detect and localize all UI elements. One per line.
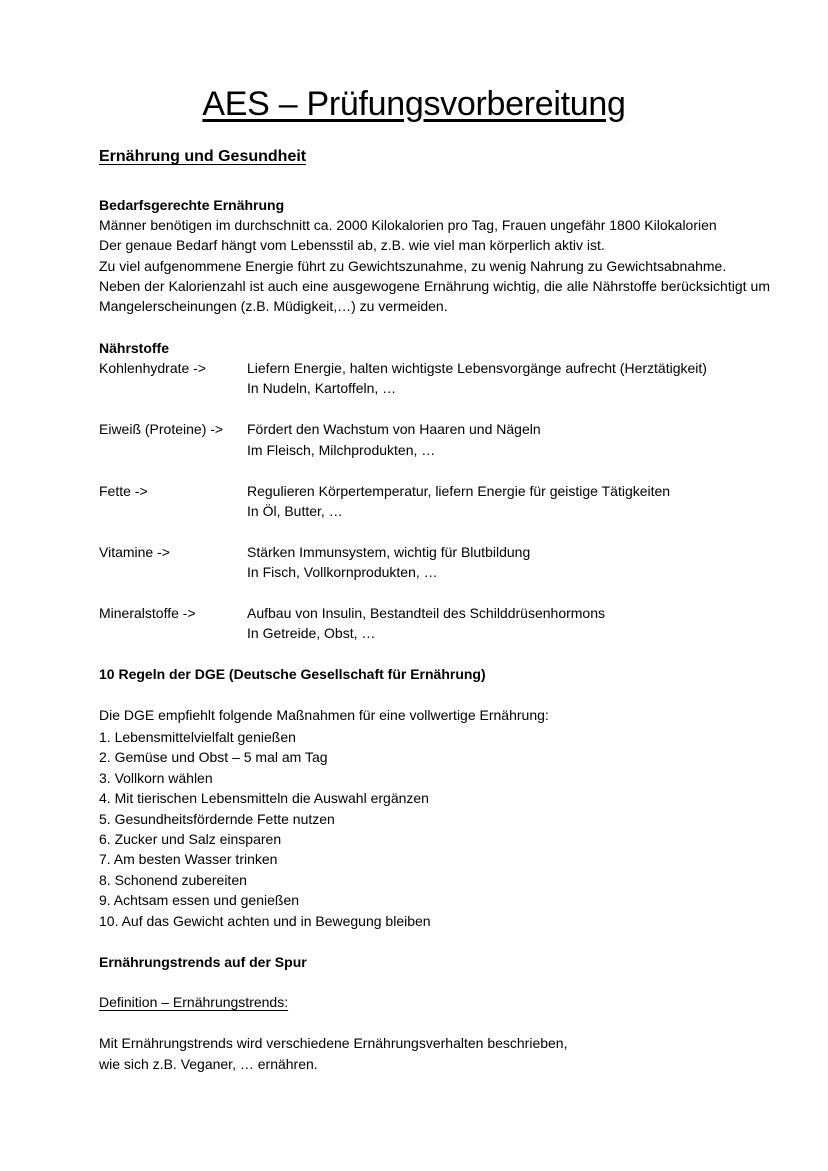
dge-rule: 6. Zucker und Salz einsparen — [99, 831, 282, 848]
naehrstoff-sources: Im Fleisch, Milchprodukten, … — [247, 442, 436, 458]
dge-rule: 1. Lebensmittelvielfalt genießen — [99, 729, 296, 745]
bedarf-line-3: Zu viel aufgenommene Energie führt zu Gewichtszunahme, zu wenig Nahrung zu Gewichtsabnahme. — [99, 258, 727, 274]
naehrstoff-function: Liefern Energie, halten wichtigste Lebensvorgänge aufrecht (Herztätigkeit) — [247, 360, 707, 376]
dge-heading: 10 Regeln der DGE (Deutsche Gesellschaft für Ernährung) — [99, 666, 486, 682]
trends-heading: Ernährungstrends auf der Spur — [99, 954, 307, 970]
naehrstoff-label: Mineralstoffe -> — [99, 605, 196, 621]
bedarf-line-1: Männer benötigen im durchschnitt ca. 2000 Kilokalorien pro Tag, Frauen ungefähr 1800 Kilokalorien — [99, 217, 717, 233]
dge-rule: 2. Gemüse und Obst – 5 mal am Tag — [99, 749, 328, 766]
naehrstoff-sources: In Fisch, Vollkornprodukten, … — [247, 564, 438, 580]
naehrstoff-function: Aufbau von Insulin, Bestandteil des Schilddrüsenhormons — [247, 605, 605, 621]
naehrstoff-sources: In Nudeln, Kartoffeln, … — [247, 380, 397, 396]
naehrstoff-label: Vitamine -> — [99, 544, 170, 560]
trends-line-2: wie sich z.B. Veganer, … ernähren. — [99, 1056, 318, 1072]
dge-rule: 10. Auf das Gewicht achten und in Bewegung bleiben — [99, 912, 431, 929]
bedarf-line-2: Der genaue Bedarf hängt vom Lebensstil ab, z.B. wie viel man körperlich aktiv ist. — [99, 237, 605, 253]
naehrstoff-label: Fette -> — [99, 483, 148, 499]
dge-rule: 8. Schonend zubereiten — [99, 871, 247, 888]
dge-rules-list — [99, 727, 431, 931]
trends-line-1: Mit Ernährungstrends wird verschiedene Ernährungsverhalten beschrieben, — [99, 1035, 568, 1051]
dge-rule: 9. Achtsam essen und genießen — [99, 892, 300, 909]
page-title: AES – Prüfungsvorbereitung — [202, 85, 626, 123]
dge-intro: Die DGE empfiehlt folgende Maßnahmen für eine vollwertige Ernährung: — [99, 707, 549, 723]
naehrstoff-sources: In Getreide, Obst, … — [247, 625, 376, 641]
section-heading: Ernährung und Gesundheit — [99, 148, 307, 165]
dge-rule: 4. Mit tierischen Lebensmitteln die Auswahl ergänzen — [99, 790, 429, 807]
dge-rule: 5. Gesundheitsfördernde Fette nutzen — [99, 810, 335, 827]
naehrstoff-label: Kohlenhydrate -> — [99, 360, 207, 376]
naehrstoff-function: Regulieren Körpertemperatur, liefern Energie für geistige Tätigkeiten — [247, 483, 671, 499]
naehrstoffe-heading: Nährstoffe — [99, 340, 170, 356]
naehrstoff-function: Stärken Immunsystem, wichtig für Blutbildung — [247, 544, 531, 560]
bedarf-heading: Bedarfsgerechte Ernährung — [99, 197, 285, 213]
naehrstoff-label: Eiweiß (Proteine) -> — [99, 421, 224, 437]
bedarf-paragraph: Neben der Kalorienzahl ist auch eine ausgewogene Ernährung wichtig, die alle Nährstoffe berücksichtigt um Mangelerscheinungen (z.B. Müdigkeit,…) zu vermeiden. — [99, 278, 770, 315]
trends-definition-heading: Definition – Ernährungstrends: — [99, 994, 289, 1010]
dge-rule: 3. Vollkorn wählen — [99, 769, 213, 786]
dge-rule: 7. Am besten Wasser trinken — [99, 851, 278, 868]
naehrstoff-sources: In Öl, Butter, … — [247, 503, 343, 519]
naehrstoff-function: Fördert den Wachstum von Haaren und Nägeln — [247, 421, 541, 437]
